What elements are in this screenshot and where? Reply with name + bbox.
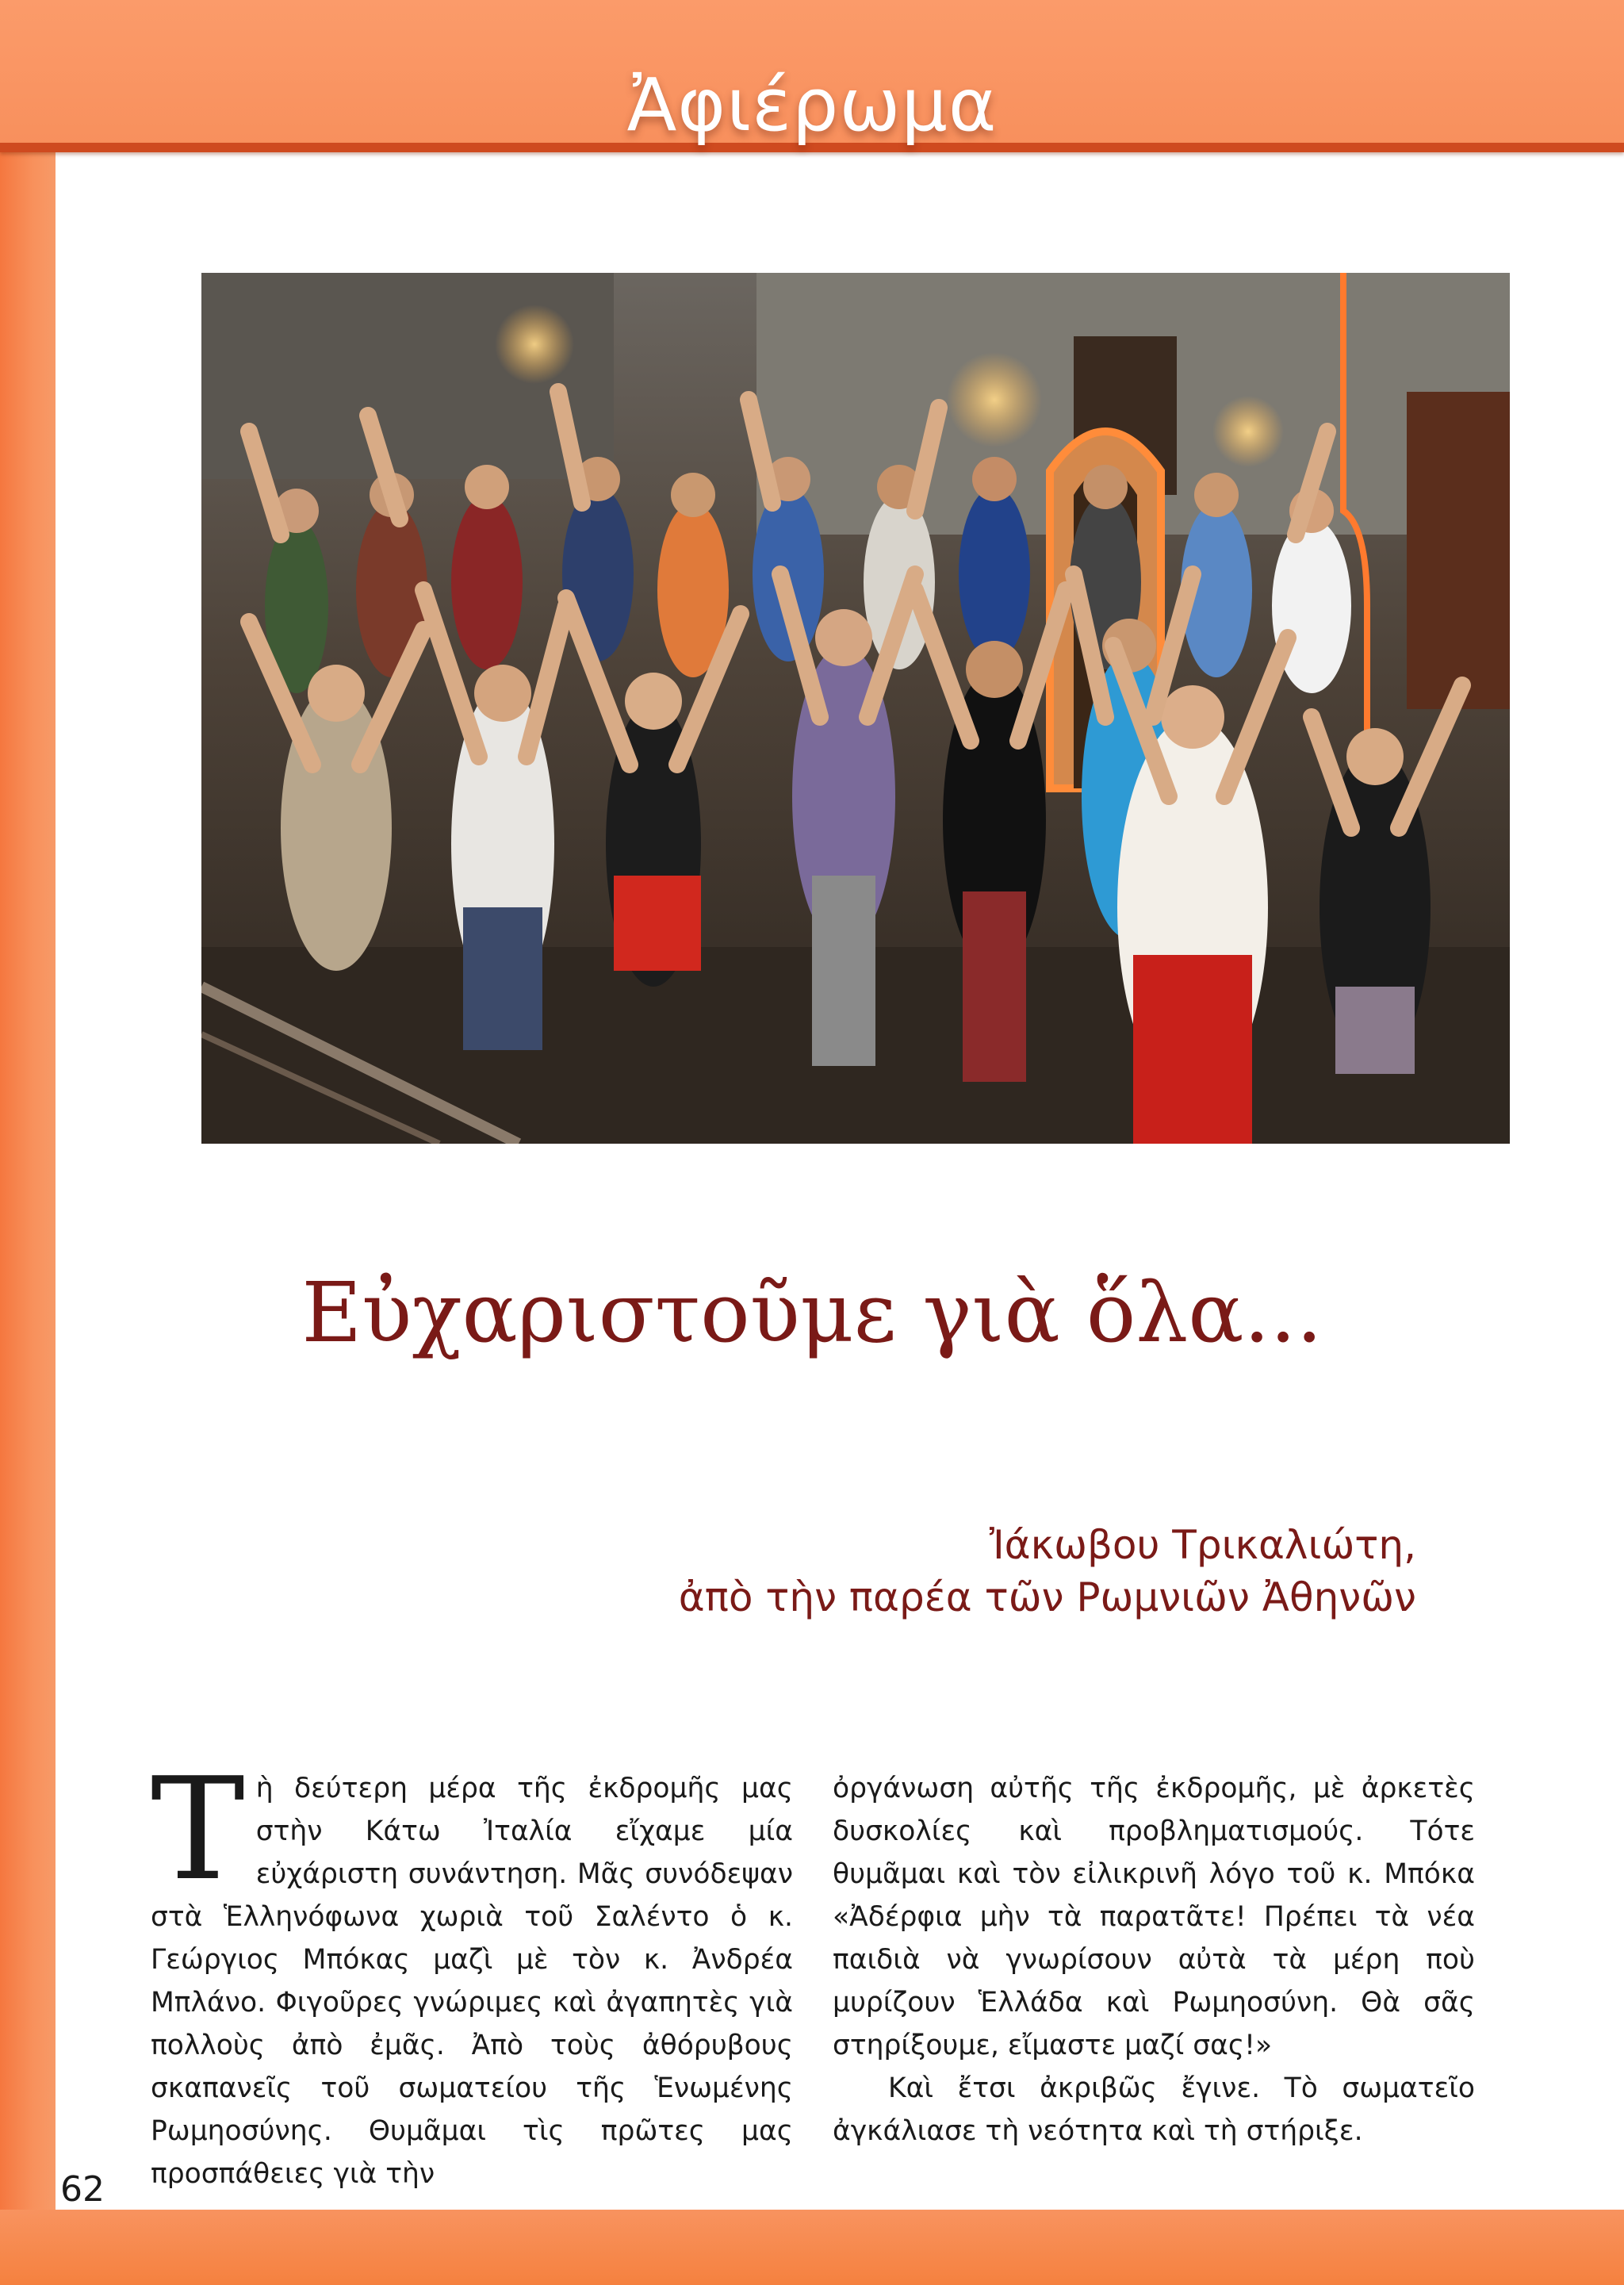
group-photo-illustration [201,273,1510,1144]
left-margin-band [0,0,56,2285]
paragraph-1-continued: ὀργάνωση αὐτῆς τῆς ἐκδρομῆς, μὲ ἀρκετὲς δυσκολίες καὶ προβληματισμούς. Τότε θυμᾶμαι καὶ τὸν εἰλικρινῆ λόγο τοῦ κ. Μπόκα «Ἀδέρφια μὴν τὰ παρατᾶτε! Πρέπει τὰ νέα παιδιὰ νὰ γνωρίσουν αὐτὰ τὰ μέρη ποὺ μυρίζουν Ἑλλάδα καὶ Ρωμηοσύνη. Θὰ σᾶς στηρίξουμε, εἴμαστε μαζί σας!» [833,1773,1475,2061]
paragraph-2: Καὶ ἔτσι ἀκριβῶς ἔγινε. Τὸ σωματεῖο ἀγκάλιασε τὴ νεότητα καὶ τὴ στήριξε. [833,2072,1475,2147]
text-column-right [833,1767,1475,2153]
footer-band [0,2210,1624,2285]
group-photo [201,273,1510,1144]
byline-author: Ἰάκωβου Τρικαλιώτη, [989,1522,1416,1568]
text-column-left [151,1747,793,2195]
article-byline [679,1519,1416,1624]
section-title: Ἀφιέρωμα [626,63,998,148]
page-number: 62 [60,2169,105,2210]
article-title: Εὐχαριστοῦμε γιὰ ὅλα... [301,1264,1323,1361]
drop-cap: Τ [151,1747,245,1911]
byline-affiliation: ἀπὸ τὴν παρέα τῶν Ρωμνιῶν Ἀθηνῶν [678,1574,1416,1620]
paragraph-1: ὴ δεύτερη μέρα τῆς ἐκδρομῆς μας στὴν Κάτω Ἰταλία εἴχαμε μία εὐχάριστη συνάντηση. Μᾶς συνόδεψαν στὰ Ἑλληνόφωνα χωριὰ τοῦ Σαλέντο ὁ κ. Γεώργιος Μπόκας μαζὶ μὲ τὸν κ. Ἀνδρέα Μπλάνο. Φιγοῦρες γνώριμες καὶ ἀγαπητὲς γιὰ πολλοὺς ἀπὸ ἐμᾶς. Ἀπὸ τοὺς ἀθόρυβους σκαπανεῖς τοῦ σωματείου τῆς Ἑνωμένης Ρωμηοσύνης. Θυμᾶμαι τὶς πρῶτες μας προσπάθειες γιὰ τὴν [151,1773,793,2190]
